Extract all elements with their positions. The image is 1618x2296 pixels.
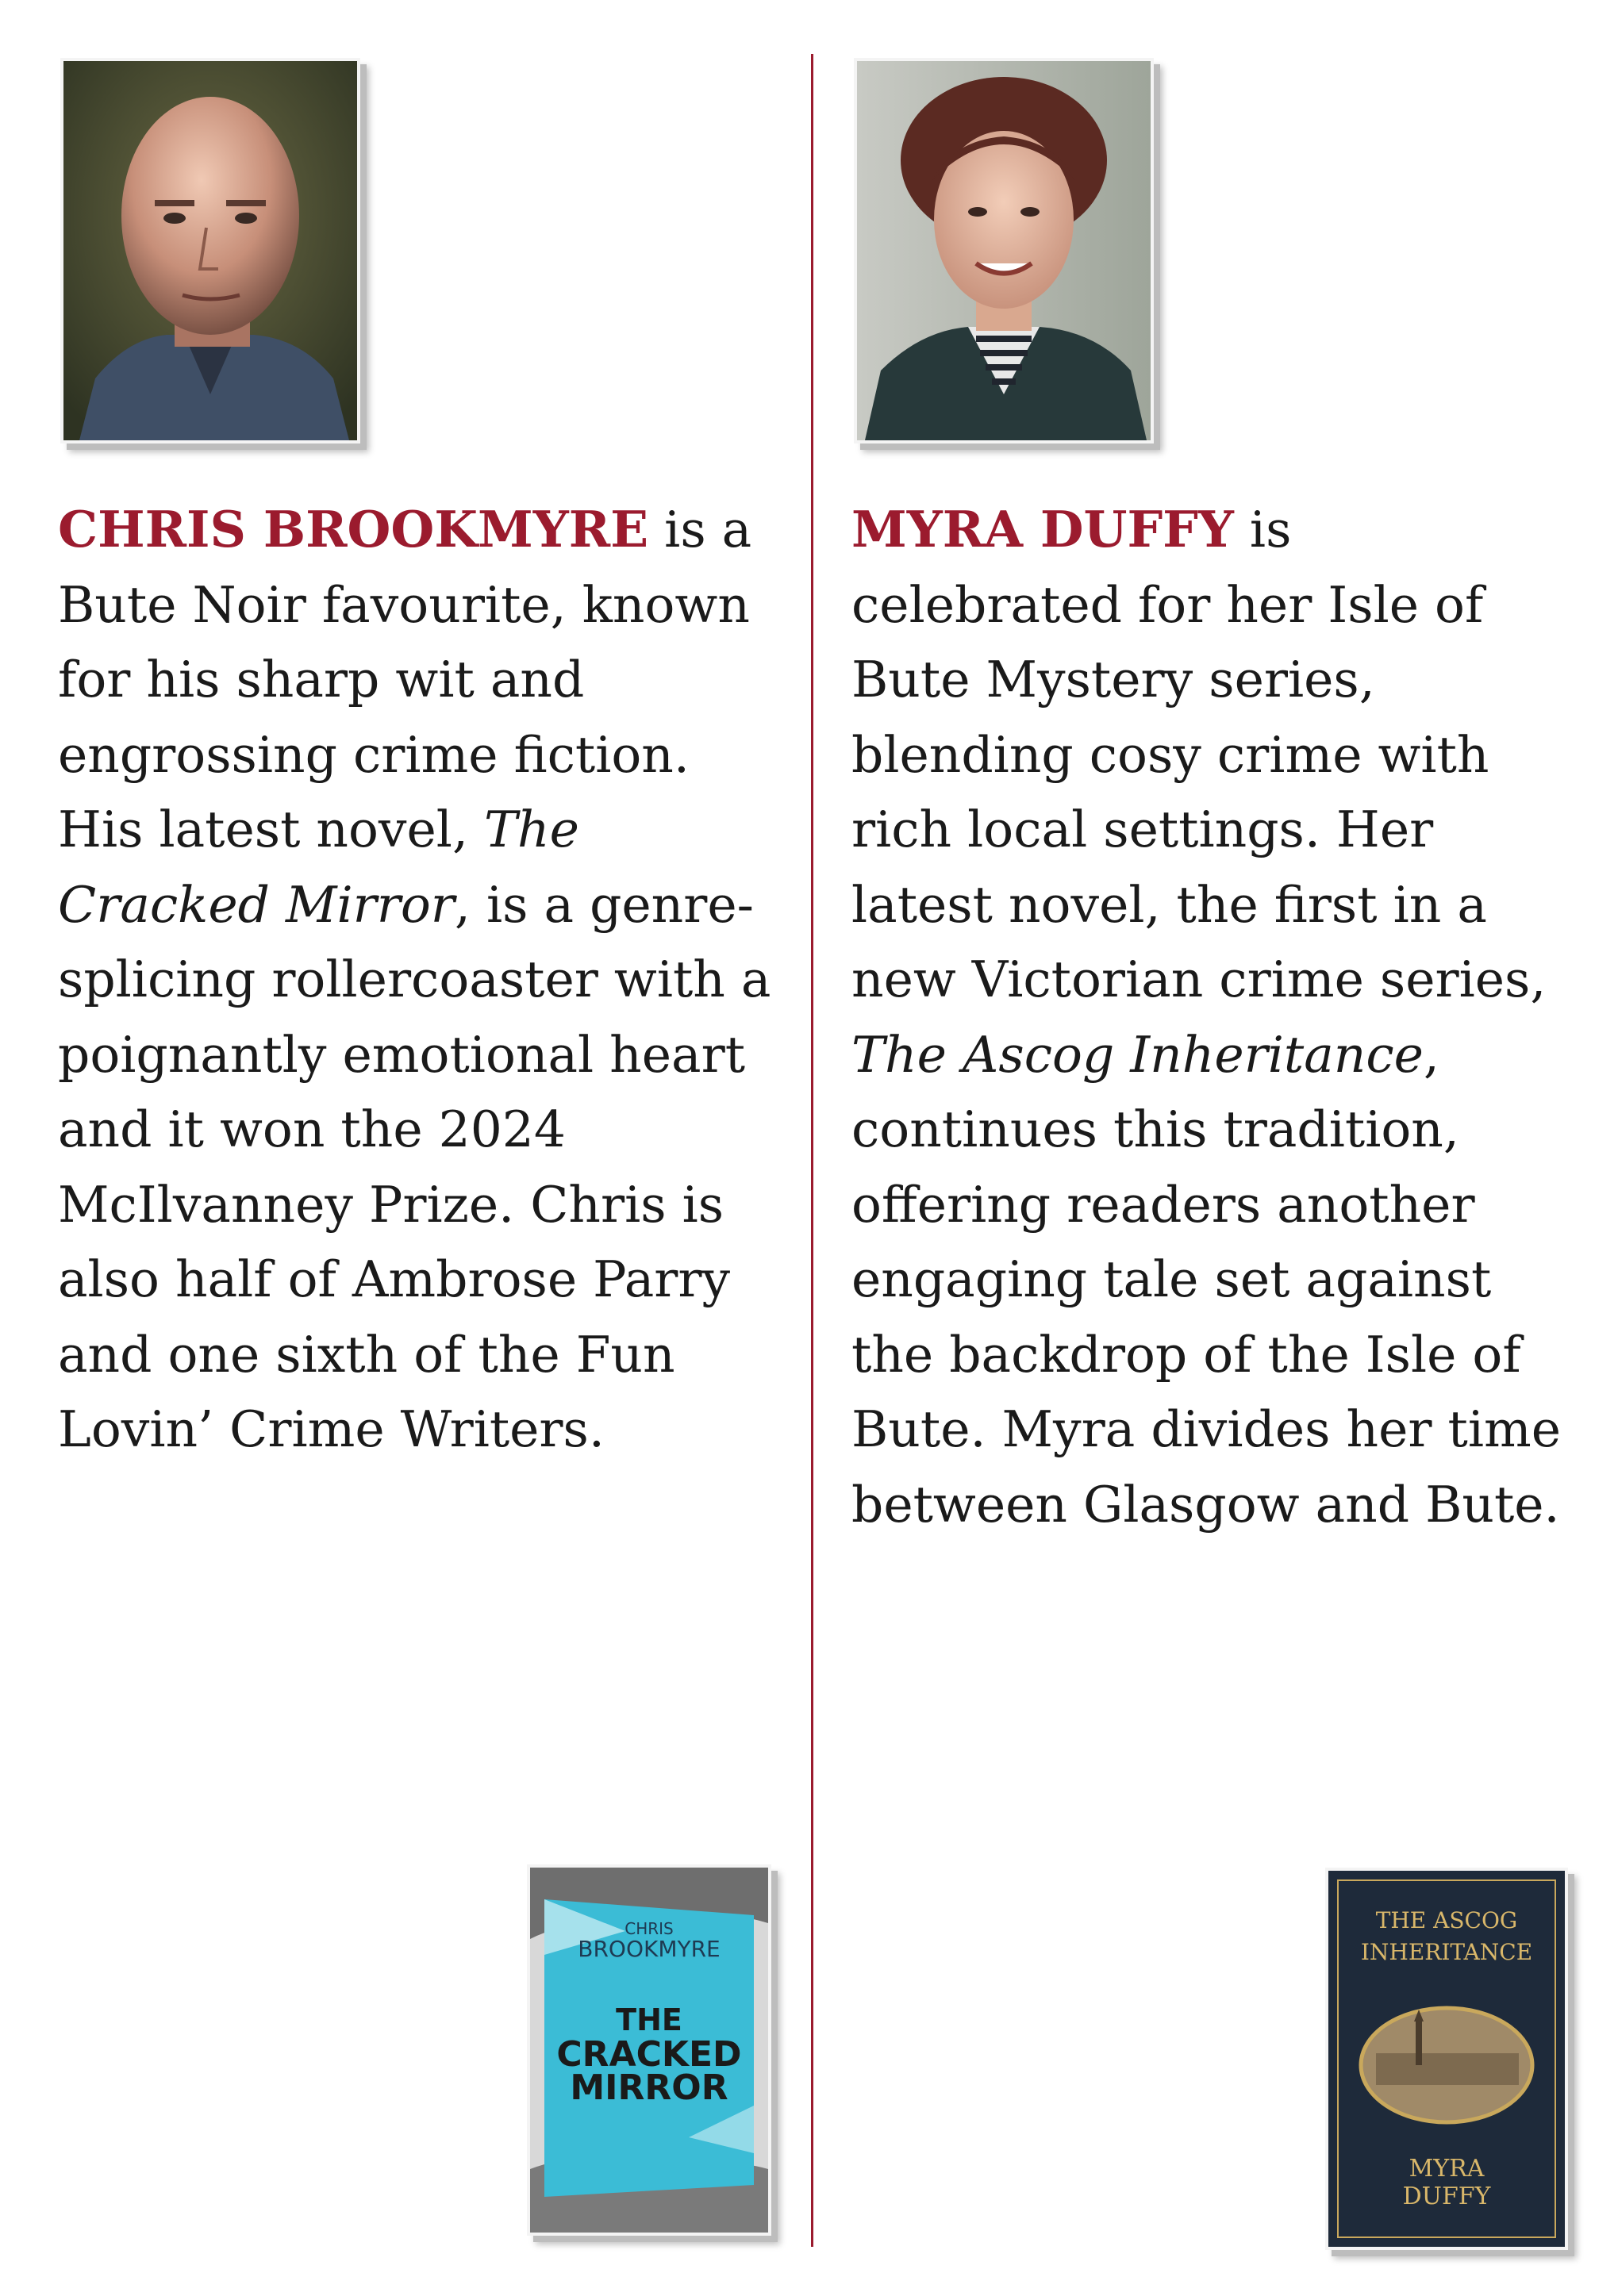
myra-duffy-photo xyxy=(854,58,1154,443)
cover-title-line: THE xyxy=(616,2002,682,2037)
book-title: The xyxy=(484,801,579,858)
cover-author-first: CHRIS xyxy=(625,1919,674,1938)
column-divider xyxy=(811,54,813,2247)
cover-title-line: MIRROR xyxy=(570,2068,728,2108)
cover-author-first: MYRA xyxy=(1409,2155,1485,2183)
cover-title-line: THE ASCOG xyxy=(1375,1907,1518,1933)
cover-author-last: BROOKMYRE xyxy=(578,1936,721,1962)
cover-author-last: DUFFY xyxy=(1402,2183,1491,2210)
myra-duffy-bio: MYRA DUFFY is celebrated for her Isle of Bute Mystery series, blending cosy crime with rich local settings. Her latest novel, the first in a new Victorian crime series, The Ascog Inheritance, continues this tradition, offering readers another engaging tale set against the backdrop of the Isle of Bute. Myra divides her time between Glasgow and Bute. xyxy=(851,500,1561,1534)
chris-brookmyre-bio: CHRIS BROOKMYRE is a Bute Noir favourite, known for his sharp wit and engrossing crime fiction. His latest novel, The Cracked Mirror, is a genre- splicing rollercoaster with a poignantly emotional heart and it won the 2024 McIlvanney Prize. Chris is also half of Ambrose Parry and one sixth of the Fun Lovin’ Crime Writers. xyxy=(58,500,771,1458)
the-cracked-mirror-cover xyxy=(527,1864,771,2236)
myra-duffy-name: MYRA DUFFY xyxy=(851,500,1234,559)
cover-title-line: INHERITANCE xyxy=(1360,1939,1533,1965)
book-title: The Ascog Inheritance xyxy=(851,1025,1424,1084)
book-title: Cracked Mirror xyxy=(58,875,455,934)
cover-title-line: CRACKED xyxy=(556,2034,742,2075)
chris-brookmyre-photo xyxy=(60,58,360,443)
chris-brookmyre-name: CHRIS BROOKMYRE xyxy=(58,500,649,559)
the-ascog-inheritance-cover xyxy=(1325,1868,1568,2250)
